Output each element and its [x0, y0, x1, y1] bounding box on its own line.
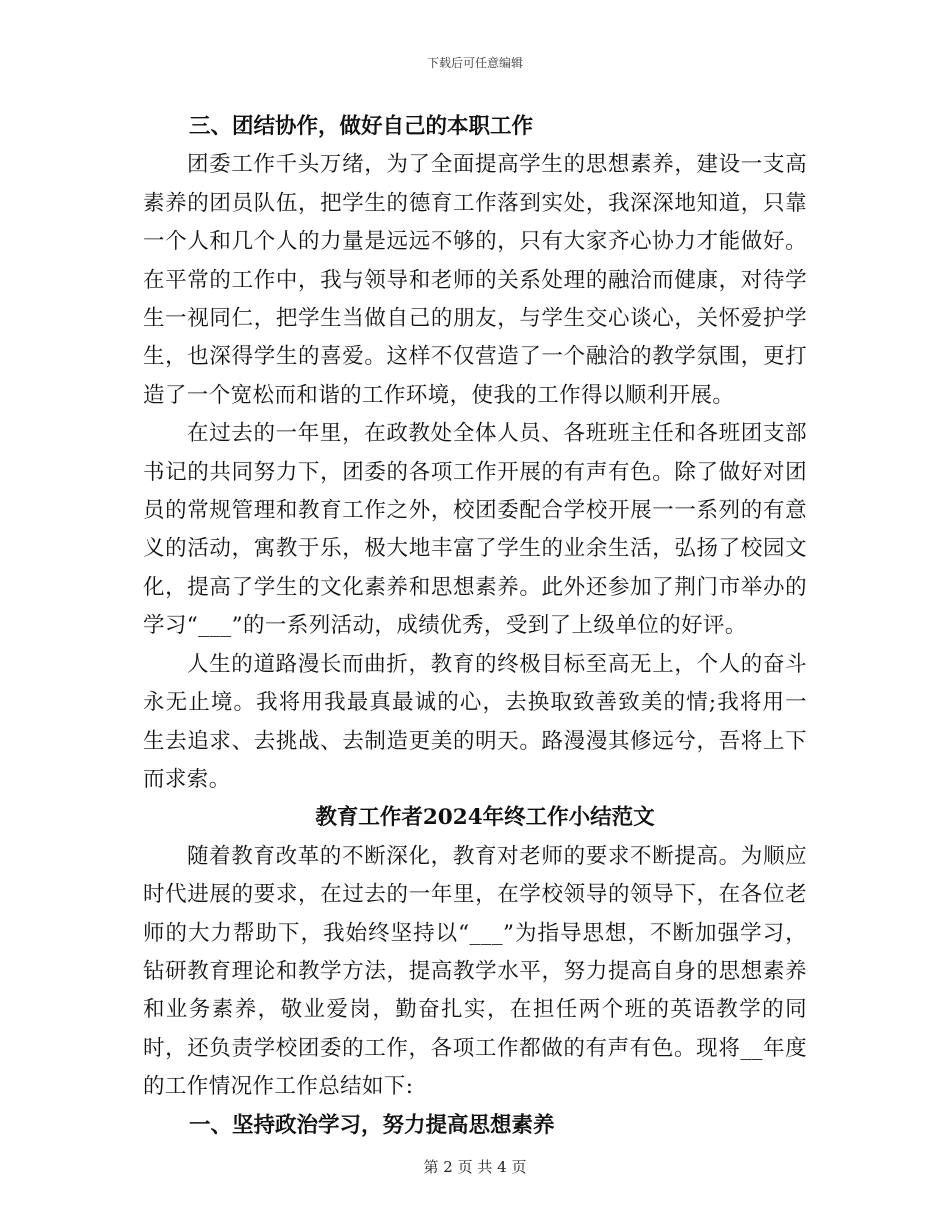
document-body	[143, 108, 807, 1145]
article-title: 教育工作者2024年终工作小结范文	[315, 805, 655, 831]
page-header-note: 下载后可任意编辑	[426, 56, 523, 70]
paragraph-intro: 随着教育改革的不断深化，教育对老师的要求不断提高。为顺应时代进展的要求，在过去的一年里，在学校领导的领导下，在各位老师的大力帮助下，我始终坚持以“___”为指导思想，不断加强学习，钻研教育理论和教学方法，提高教学水平，努力提高自身的思想素养和业务素养，敬业爱岗，勤奋扎实，在担任两个班的英语教学的同时，还负责学校团委的工作，各项工作都做的有声有色。现将__年度的工作情况作工作总结如下:	[143, 843, 807, 1100]
paragraph-teamwork: 团委工作千头万绪，为了全面提高学生的思想素养，建设一支高素养的团员队伍，把学生的德育工作落到实处，我深深地知道，只靠一个人和几个人的力量是远远不够的，只有大家齐心协力才能做好。在平常的工作中，我与领导和老师的关系处理的融洽而健康，对待学生一视同仁，把学生当做自己的朋友，与学生交心谈心，关怀爱护学生，也深得学生的喜爱。这样不仅营造了一个融洽的教学氛围，更打造了一个宽松而和谐的工作环境，使我的工作得以顺利开展。	[143, 152, 807, 408]
paragraph-life-road: 人生的道路漫长而曲折，教育的终极目标至高无上，个人的奋斗永无止境。我将用我最真最诚的心，去换取致善致美的情;我将用一生去追求、去挑战、去制造更美的明天。路漫漫其修远兮，吾将上下而求索。	[143, 651, 807, 792]
section-heading-3: 三、团结协作，做好自己的本职工作	[189, 114, 534, 139]
section-heading-1: 一、坚持政治学习，努力提高思想素养	[189, 1112, 555, 1138]
paragraph-past-year: 在过去的一年里，在政教处全体人员、各班班主任和各班团支部书记的共同努力下，团委的各项工作开展的有声有色。除了做好对团员的常规管理和教育工作之外，校团委配合学校开展一一系列的有意义的活动，寓教于乐，极大地丰富了学生的业余生活，弘扬了校园文化，提高了学生的文化素养和思想素养。此外还参加了荆门市举办的学习“___”的一系列活动，成绩优秀，受到了上级单位的好评。	[143, 421, 807, 639]
page-number-footer: 第 2 页 共 4 页	[423, 1158, 527, 1176]
